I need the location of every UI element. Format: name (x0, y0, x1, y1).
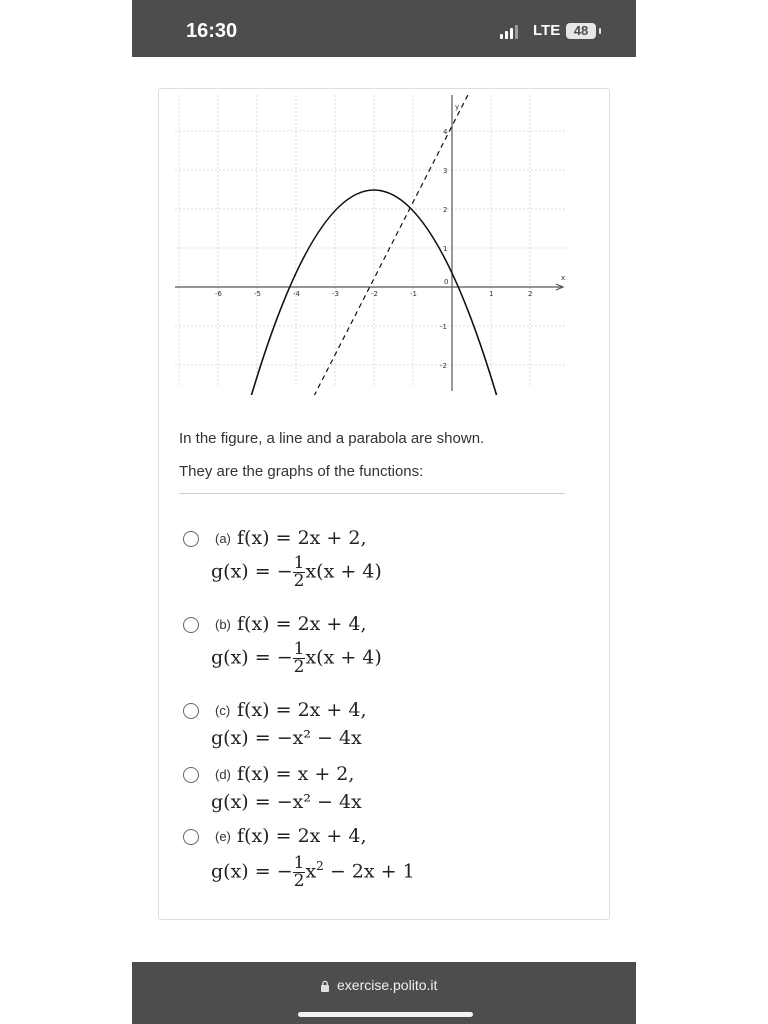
x-axis-label: x (561, 274, 566, 282)
y-tick: 2 (443, 206, 448, 214)
y-tick: -1 (440, 323, 447, 331)
graph-grid (175, 95, 565, 387)
lock-icon (320, 980, 330, 992)
option-f: f(x) = x + 2, (237, 763, 355, 785)
option-b[interactable] (183, 613, 563, 685)
home-indicator[interactable] (298, 1012, 473, 1017)
x-tick: -2 (371, 290, 378, 298)
option-letter: (e) (215, 829, 231, 844)
y-tick: 4 (443, 128, 448, 136)
option-e[interactable] (183, 825, 563, 901)
x-tick: -6 (215, 290, 222, 298)
y-axis-label: y (455, 103, 460, 111)
origin-label: 0 (444, 278, 449, 286)
option-f: f(x) = 2x + 4, (237, 613, 367, 635)
option-f: f(x) = 2x + 2, (237, 527, 367, 549)
question-card (158, 88, 610, 920)
x-tick: -4 (293, 290, 300, 298)
option-f: f(x) = 2x + 4, (237, 699, 367, 721)
signal-icon (500, 25, 520, 39)
phone-screen (132, 0, 636, 1024)
y-tick: 3 (443, 167, 448, 175)
option-g: g(x) = − $\frac{1}{2}$ x(x + 4) (211, 553, 382, 591)
option-c[interactable] (183, 699, 563, 755)
radio-button[interactable] (183, 531, 199, 547)
y-tick: -2 (440, 362, 447, 370)
question-text-1: In the figure, a line and a parabola are shown. (179, 430, 485, 447)
question-text-2: They are the graphs of the functions: (179, 463, 424, 480)
option-letter: (b) (215, 617, 231, 632)
radio-button[interactable] (183, 703, 199, 719)
status-time: 16:30 (186, 20, 238, 42)
radio-button[interactable] (183, 829, 199, 845)
battery-tip (599, 28, 601, 34)
x-tick: 2 (528, 290, 533, 298)
network-label: LTE (533, 22, 561, 39)
option-a[interactable] (183, 527, 563, 599)
x-tick: -5 (254, 290, 261, 298)
option-g: g(x) = − $\frac{1}{2}$ $x^2 - 2x + 1$ (211, 853, 415, 891)
radio-button[interactable] (183, 617, 199, 633)
battery-icon: 48 (566, 23, 596, 39)
x-tick: -3 (332, 290, 339, 298)
option-g: g(x) = −x² − 4x (211, 727, 362, 749)
option-g: g(x) = −x² − 4x (211, 791, 362, 813)
option-g: g(x) = − $\frac{1}{2}$ x(x + 4) (211, 639, 382, 677)
option-letter: (d) (215, 767, 231, 782)
option-d[interactable] (183, 763, 563, 819)
radio-button[interactable] (183, 767, 199, 783)
divider (179, 493, 565, 494)
option-letter: (a) (215, 531, 231, 546)
x-tick: -1 (410, 290, 417, 298)
status-bar (132, 0, 636, 57)
y-tick: 1 (443, 245, 448, 253)
dashed-line-graph (314, 95, 474, 395)
browser-url-bar[interactable] (132, 962, 636, 1024)
option-letter: (c) (215, 703, 231, 718)
graph-axes (175, 95, 566, 391)
x-tick: 1 (489, 290, 494, 298)
function-graph (175, 95, 575, 395)
url-text[interactable]: exercise.polito.it (337, 977, 438, 993)
option-f: f(x) = 2x + 4, (237, 825, 367, 847)
